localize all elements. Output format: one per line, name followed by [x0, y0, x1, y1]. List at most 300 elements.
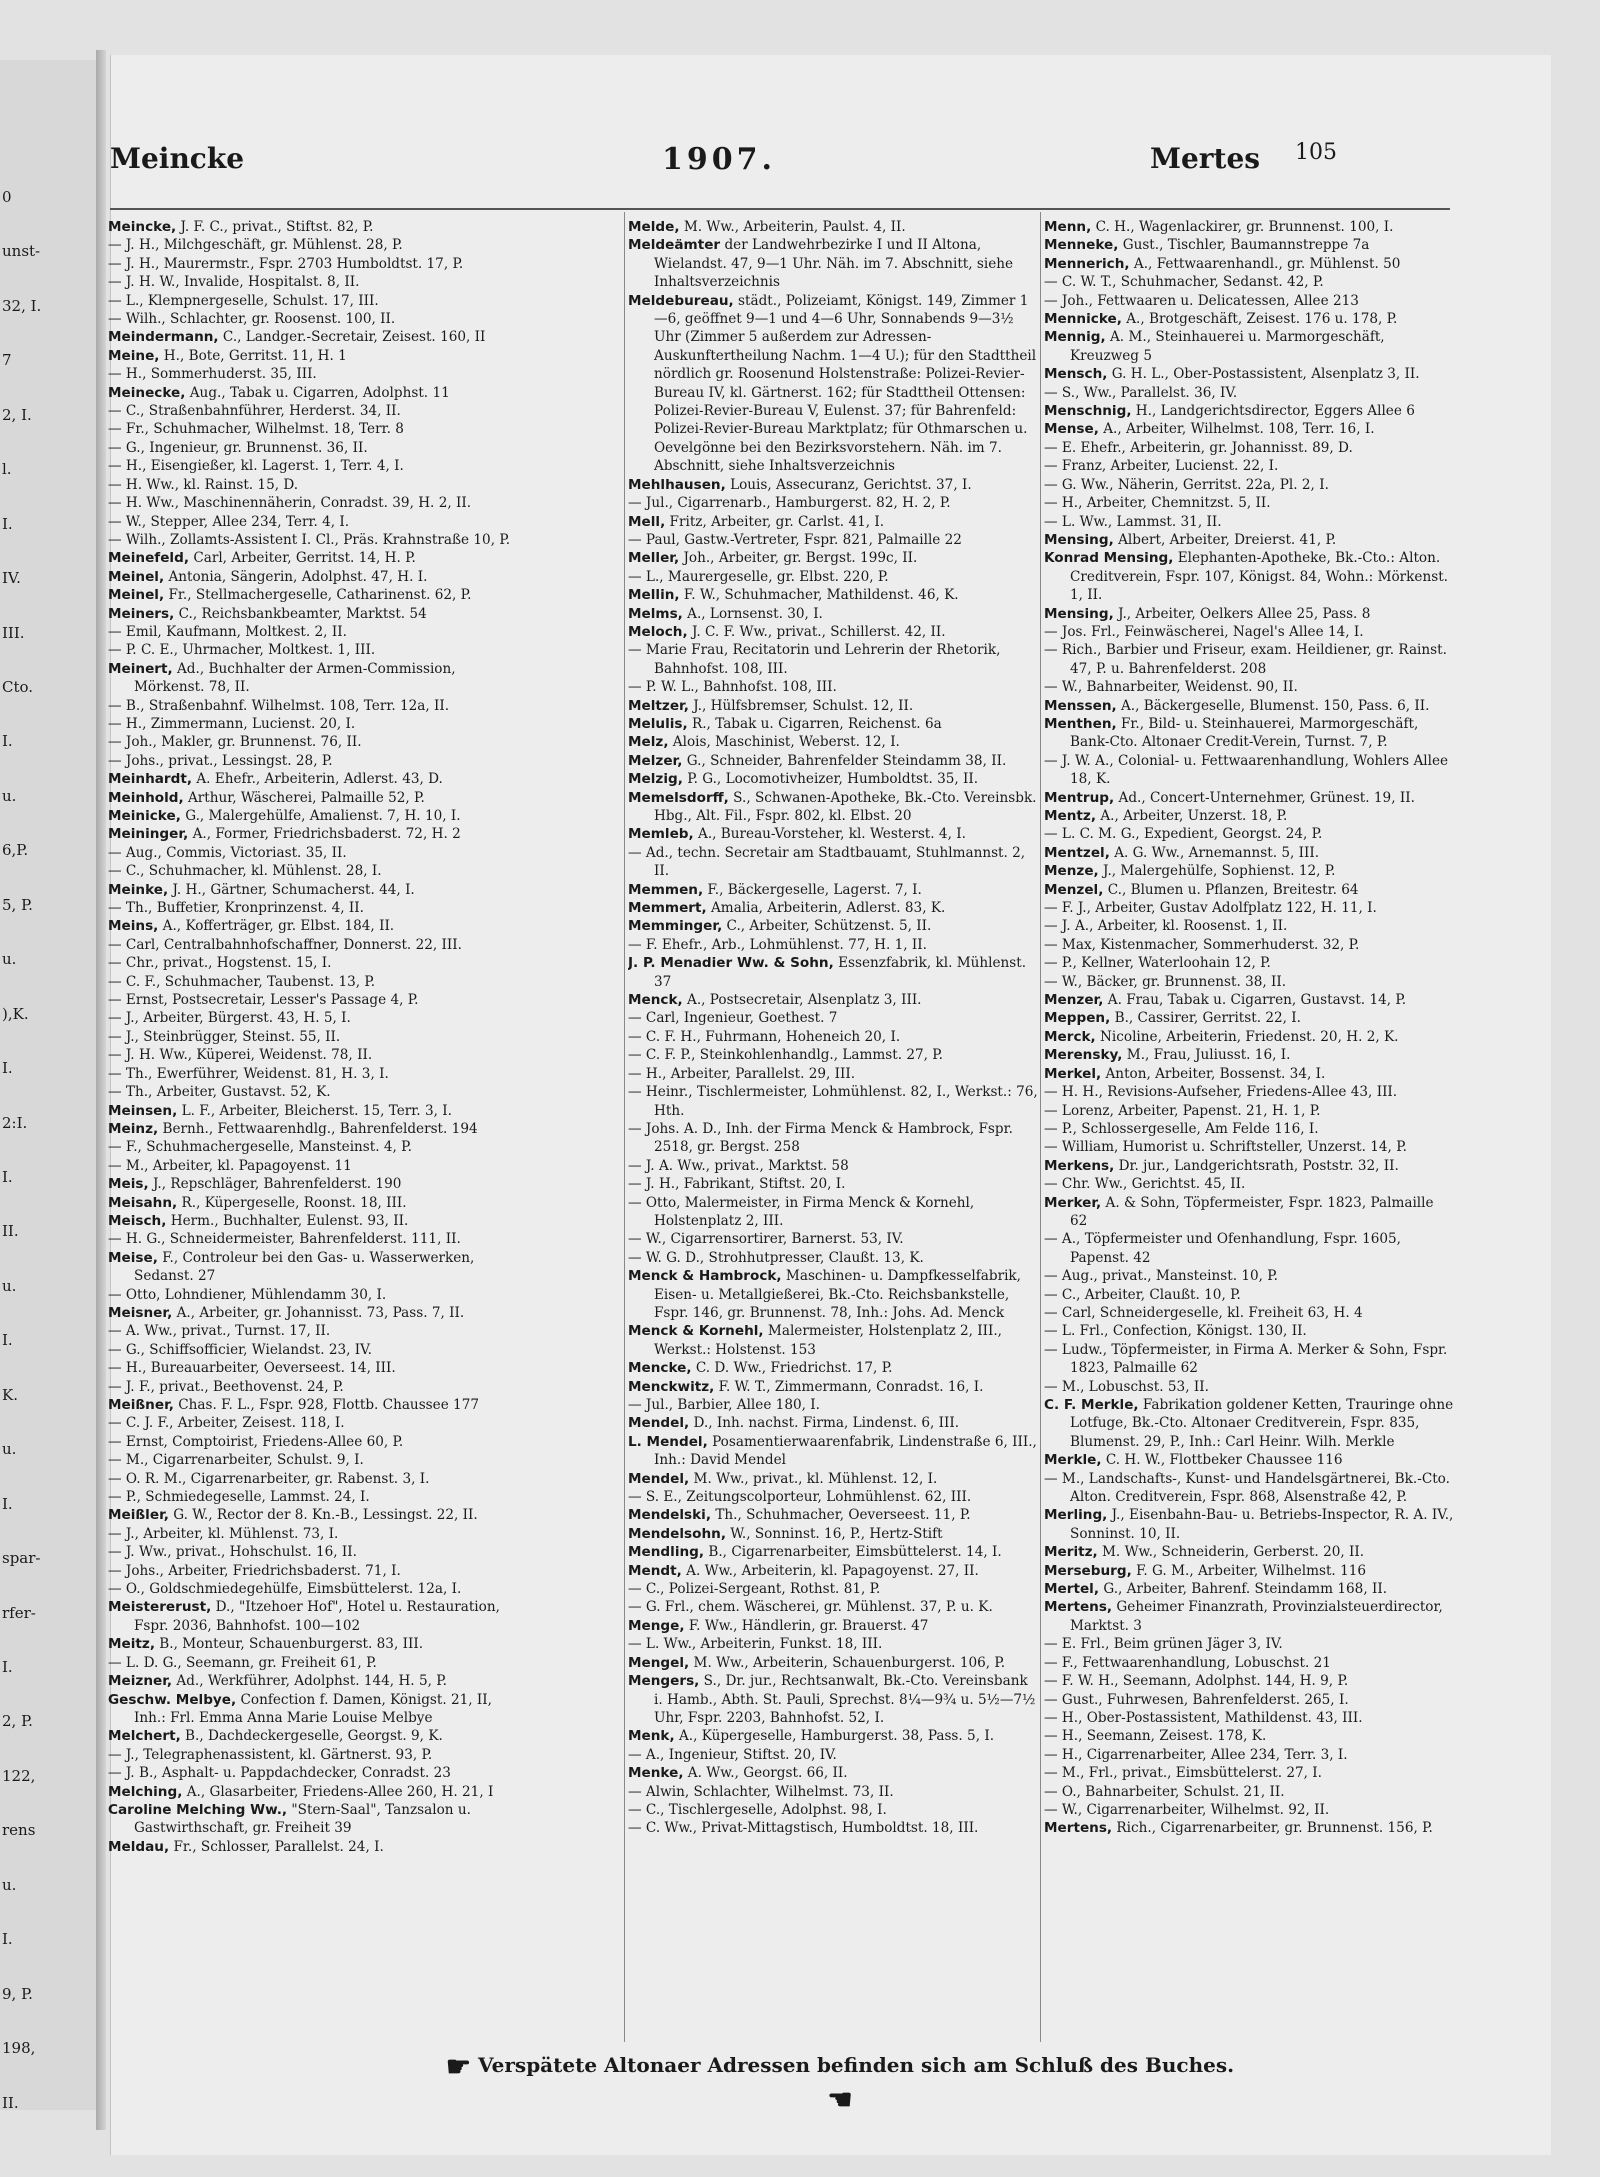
entry-details: J., Hülfsbremser, Schulst. 12, II. [688, 697, 914, 714]
directory-entry [1044, 1102, 1454, 1120]
entry-details: A. Frau, Tabak u. Cigarren, Gustavst. 14, P. [1103, 992, 1407, 1009]
directory-entry [628, 825, 1038, 843]
directory-entry [1044, 439, 1454, 457]
directory-entry [628, 1267, 1038, 1322]
entry-details: — H., Seemann, Zeisest. 178, K. [1044, 1728, 1267, 1745]
entry-details: — C. Ww., Privat-Mittagstisch, Humboldtst. 18, III. [628, 1820, 979, 1837]
entry-details: B., Cigarrenarbeiter, Eimsbüttelerst. 14, I. [704, 1544, 1002, 1561]
column-divider [1040, 212, 1041, 2042]
directory-entry [108, 1138, 518, 1156]
entry-details: — W., Bahnarbeiter, Weidenst. 90, II. [1044, 679, 1298, 696]
entry-details: — Carl, Centralbahnhofschaffner, Donnerst. 22, III. [108, 936, 462, 953]
facing-page-fragment: 6,P. [2, 841, 29, 860]
directory-entry [108, 255, 518, 273]
directory-entry [108, 476, 518, 494]
entry-surname: Mellin, [628, 587, 680, 604]
entry-surname: Meinz, [108, 1120, 159, 1137]
entry-details: städt., Polizeiamt, Königst. 149, Zimmer 1—6, geöffnet 9—1 und 4—6 Uhr, Sonnabends 9—3½ Uhr (Zimmer 5 außerdem zur Adressen-Auskunftertheilung Nachm. 1—4 U.); für den Stadttheil nördlich gr. Roosenund Holstenstraße: Polizei-Revier-Bureau IV, kl. Gärtnerst. 162; für Stadttheil Ottensen: Polizei-Revier-Bureau V, Eulenst. 37; für Bahrenfeld: Polizei-Revier-Bureau Marktplatz; für Othmarschen u. Oevelgönne bei den Bezirksvorstehern. Näh. im 7. Abschnitt, siehe Inhaltsverzeichnis [654, 292, 1037, 475]
entry-details: Malermeister, Holstenplatz 2, III., Werkst.: Holstenst. 153 [654, 1323, 1003, 1358]
directory-entry [108, 218, 518, 236]
directory-entry [108, 1470, 518, 1488]
directory-entry [628, 697, 1038, 715]
entry-surname: Merkel, [1044, 1065, 1102, 1082]
entry-surname: Mennicke, [1044, 311, 1122, 328]
directory-entry [108, 1580, 518, 1598]
directory-entry [1044, 1783, 1454, 1801]
entry-details: B., Monteur, Schauenburgerst. 83, III. [154, 1636, 424, 1653]
entry-surname: Meinicke, [108, 808, 181, 824]
directory-entry [628, 1175, 1038, 1193]
entry-surname: Mengel, [628, 1654, 690, 1671]
directory-entry [628, 1009, 1038, 1027]
entry-details: — H., Arbeiter, Parallelst. 29, III. [628, 1065, 856, 1082]
directory-entry [628, 1525, 1038, 1543]
entry-details: — J. H., Maurermstr., Fspr. 2703 Humboldtst. 17, P. [108, 255, 464, 272]
entry-details: G., Schneider, Bahrenfelder Steindamm 38, II. [682, 752, 1007, 769]
entry-details: A. G. Ww., Arnemannst. 5, III. [1109, 844, 1320, 861]
column-divider [624, 212, 625, 2042]
directory-entry [628, 292, 1038, 476]
facing-page-fragment: rens [2, 1821, 36, 1840]
directory-entry [1044, 697, 1454, 715]
entry-details: C. H. W., Flottbeker Chaussee 116 [1101, 1452, 1343, 1469]
entry-surname: Meine, [108, 347, 160, 364]
directory-entry [628, 917, 1038, 935]
entry-surname: Meizner, [108, 1673, 173, 1690]
entry-details: — Otto, Malermeister, in Firma Menck & Kornehl, Holstenplatz 2, III. [628, 1194, 975, 1229]
facing-page-fragment: IV. [2, 569, 21, 588]
directory-entry [1044, 825, 1454, 843]
directory-entry [1044, 1709, 1454, 1727]
directory-entry [628, 641, 1038, 678]
entry-details: R., Küpergeselle, Roonst. 18, III. [177, 1194, 407, 1211]
entry-surname: Meller, [628, 550, 680, 567]
entry-details: Ad., Werkführer, Adolphst. 144, H. 5, P. [172, 1673, 447, 1690]
entry-surname: Mertel, [1044, 1581, 1099, 1598]
entry-details: Fr., Stellmachergeselle, Catharinenst. 62, P. [164, 587, 472, 604]
directory-entry [1044, 1341, 1454, 1378]
directory-entry [108, 1783, 518, 1801]
directory-entry [108, 586, 518, 604]
directory-entry [1044, 1451, 1454, 1469]
entry-details: J., Malergehülfe, Sophienst. 12, P. [1098, 863, 1336, 880]
entry-details: — M., Cigarrenarbeiter, Schulst. 9, I. [108, 1452, 364, 1469]
entry-surname: J. P. Menadier Ww. & Sohn, [628, 955, 834, 972]
entry-surname: Memmen, [628, 881, 704, 898]
entry-details: Amalia, Arbeiterin, Adlerst. 83, K. [706, 900, 946, 917]
directory-entry [108, 881, 518, 899]
directory-entry [1044, 513, 1454, 531]
directory-entry [628, 1046, 1038, 1064]
entry-surname: Meisner, [108, 1304, 173, 1321]
entry-surname: Mensing, [1044, 605, 1114, 622]
directory-entry [628, 936, 1038, 954]
entry-details: Fr., Schlosser, Parallelst. 24, I. [169, 1838, 384, 1855]
directory-entry [108, 1157, 518, 1175]
directory-entry [1044, 531, 1454, 549]
directory-entry [1044, 1746, 1454, 1764]
entry-details: — S., Ww., Parallelst. 36, IV. [1044, 384, 1238, 401]
directory-entry [1044, 1138, 1454, 1156]
entry-details: J., Eisenbahn-Bau- u. Betriebs-Inspector, R. A. IV., Sonninst. 10, II. [1070, 1507, 1454, 1542]
facing-page-fragment: 7 [2, 351, 12, 370]
directory-entry [1044, 273, 1454, 291]
entry-details: A., Lornsenst. 30, I. [682, 605, 823, 622]
directory-entry [108, 789, 518, 807]
entry-details: R., Tabak u. Cigarren, Reichenst. 6a [687, 715, 942, 732]
directory-entry [1044, 1506, 1454, 1543]
entry-details: — E. Frl., Beim grünen Jäger 3, IV. [1044, 1636, 1283, 1653]
entry-details: — L. D. G., Seemann, gr. Freiheit 61, P. [108, 1654, 377, 1671]
entry-surname: Meis, [108, 1176, 149, 1193]
entry-details: — Johs., Arbeiter, Friedrichsbaderst. 71, I. [108, 1562, 401, 1579]
entry-details: — Chr. Ww., Gerichtst. 45, II. [1044, 1176, 1246, 1193]
entry-details: — J. F., privat., Beethovenst. 24, P. [108, 1378, 344, 1395]
entry-details: — H., Sommerhuderst. 35, III. [108, 366, 317, 383]
entry-details: — Jos. Frl., Feinwäscherei, Nagel's Allee 14, I. [1044, 623, 1364, 640]
entry-details: Th., Schuhmacher, Oeverseest. 11, P. [711, 1507, 971, 1524]
entry-details: F. Ww., Händlerin, gr. Brauerst. 47 [684, 1617, 929, 1634]
entry-details: — P., Schlossergeselle, Am Felde 116, I. [1044, 1120, 1319, 1137]
entry-details: — Aug., Commis, Victoriast. 35, II. [108, 844, 347, 861]
directory-entry [628, 218, 1038, 236]
entry-surname: Meinsen, [108, 1102, 178, 1119]
directory-entry [108, 1304, 518, 1322]
entry-details: — C., Tischlergeselle, Adolphst. 98, I. [628, 1801, 887, 1818]
entry-surname: Mensch, [1044, 366, 1108, 383]
entry-details: C., Reichsbankbeamter, Marktst. 54 [174, 605, 427, 622]
entry-surname: Meppen, [1044, 1010, 1111, 1027]
directory-entry [108, 825, 518, 843]
directory-entry [108, 807, 518, 825]
entry-surname: Melching, [108, 1783, 183, 1800]
entry-details: — William, Humorist u. Schriftsteller, Unzerst. 14, P. [1044, 1139, 1407, 1156]
facing-page-fragment: 2, P. [2, 1712, 33, 1731]
directory-entry [628, 1065, 1038, 1083]
entry-surname: Meiners, [108, 605, 175, 622]
entry-details: — H., Bureauarbeiter, Oeverseest. 14, III. [108, 1360, 396, 1377]
directory-entry [628, 1249, 1038, 1267]
directory-entry [1044, 457, 1454, 475]
directory-entry [108, 733, 518, 751]
entry-details: A., Fettwaarenhandl., gr. Mühlenst. 50 [1129, 255, 1401, 272]
entry-details: — O., Bahnarbeiter, Schulst. 21, II. [1044, 1783, 1285, 1800]
entry-surname: Meinecke, [108, 384, 186, 401]
entry-surname: Menk, [628, 1728, 675, 1745]
directory-entry [628, 1819, 1038, 1837]
directory-entry [1044, 715, 1454, 752]
directory-entry [108, 1322, 518, 1340]
entry-details: — L. Ww., Lammst. 31, II. [1044, 513, 1222, 530]
directory-entry [108, 715, 518, 733]
directory-entry [628, 954, 1038, 991]
entry-details: Aug., Tabak u. Cigarren, Adolphst. 11 [185, 384, 450, 401]
directory-entry [1044, 936, 1454, 954]
facing-page-fragment: l. [2, 460, 12, 479]
entry-surname: Menzel, [1044, 881, 1104, 898]
column-2 [628, 218, 1038, 1838]
entry-details: A. Ww., Arbeiterin, kl. Papagoyenst. 27, II. [681, 1562, 979, 1579]
entry-surname: Mendel, [628, 1470, 690, 1487]
entry-details: — O. R. M., Cigarrenarbeiter, gr. Rabenst. 3, I. [108, 1470, 430, 1487]
entry-details: A. Ehefr., Arbeiterin, Adlerst. 43, D. [192, 771, 443, 788]
entry-details: — Wilh., Zollamts-Assistent I. Cl., Präs. Krahnstraße 10, P. [108, 531, 511, 548]
entry-details: — F. J., Arbeiter, Gustav Adolfplatz 122, H. 11, I. [1044, 900, 1377, 917]
entry-details: Essenzfabrik, kl. Mühlenst. 37 [654, 955, 1027, 990]
entry-details: Fabrikation goldener Ketten, Trauringe ohne Lotfuge, Bk.-Cto. Altonaer Creditverein, Fspr. 835, Blumenst. 29, P., Inh.: Carl Heinr. Wilh. Merkle [1070, 1397, 1454, 1450]
entry-details: J., Repschläger, Bahrenfelderst. 190 [148, 1176, 402, 1193]
entry-surname: Mertens, [1044, 1820, 1113, 1837]
entry-surname: Mensing, [1044, 531, 1114, 548]
directory-entry [1044, 1801, 1454, 1819]
facing-page-fragment: 2, I. [2, 405, 32, 424]
entry-surname: Meinefeld, [108, 550, 189, 567]
directory-entry [108, 402, 518, 420]
entry-details: — J., Arbeiter, Bürgerst. 43, H. 5, I. [108, 1010, 351, 1027]
entry-surname: Melde, [628, 219, 680, 235]
entry-details: Herm., Buchhalter, Eulenst. 93, II. [166, 1212, 409, 1229]
directory-entry [1044, 549, 1454, 604]
entry-details: — A., Töpfermeister und Ofenhandlung, Fspr. 1605, Papenst. 42 [1044, 1231, 1401, 1266]
entry-details: Carl, Arbeiter, Gerritst. 14, H. P. [189, 550, 416, 567]
entry-surname: Mengers, [628, 1673, 700, 1690]
entry-details: B., Cassirer, Gerritst. 22, I. [1110, 1010, 1301, 1027]
entry-details: P. G., Locomotivheizer, Humboldtst. 35, II. [682, 771, 979, 788]
directory-entry [628, 605, 1038, 623]
entry-details: — Fr., Schuhmacher, Wilhelmst. 18, Terr. 8 [108, 421, 404, 438]
entry-details: — H., Eisengießer, kl. Lagerst. 1, Terr. 4, I. [108, 458, 404, 475]
entry-details: — L., Maurergeselle, gr. Elbst. 220, P. [628, 568, 889, 585]
entry-details: — L. C. M. G., Expedient, Georgst. 24, P. [1044, 826, 1323, 843]
page-header [110, 142, 1460, 212]
directory-entry [1044, 310, 1454, 328]
directory-entry [1044, 1580, 1454, 1598]
directory-entry [108, 1691, 518, 1728]
entry-surname: Meldebureau, [628, 292, 734, 309]
facing-page-fragment: K. [2, 1385, 18, 1404]
directory-entry [628, 899, 1038, 917]
entry-surname: Mense, [1044, 421, 1099, 438]
entry-details: — C. F. P., Steinkohlenhandlg., Lammst. 27, P. [628, 1047, 944, 1064]
entry-surname: Meisahn, [108, 1194, 178, 1211]
entry-surname: Mennig, [1044, 329, 1106, 346]
directory-entry [628, 1157, 1038, 1175]
entry-details: — Marie Frau, Recitatorin und Lehrerin der Rhetorik, Bahnhofst. 108, III. [628, 642, 1001, 677]
entry-surname: Menssen, [1044, 697, 1117, 714]
entry-surname: Memminger, [628, 918, 723, 935]
entry-details: — Jul., Cigarrenarb., Hamburgerst. 82, H. 2, P. [628, 495, 951, 512]
directory-entry [1044, 1046, 1454, 1064]
column-1 [108, 218, 518, 1856]
facing-page-fragment: I. [2, 1331, 13, 1350]
directory-entry [628, 1378, 1038, 1396]
entry-details: Ad., Buchhalter der Armen-Commission, Mörkenst. 78, II. [134, 660, 456, 696]
directory-entry [108, 1046, 518, 1064]
directory-entry [1044, 1672, 1454, 1690]
entry-surname: Memelsdorff, [628, 789, 729, 806]
directory-entry [1044, 1378, 1454, 1396]
entry-details: F. W., Schuhmacher, Mathildenst. 46, K. [679, 587, 959, 604]
entry-details: — P., Kellner, Waterloohain 12, P. [1044, 955, 1271, 972]
directory-entry [628, 1672, 1038, 1727]
entry-details: W., Sonninst. 16, P., Hertz-Stift [725, 1525, 943, 1542]
entry-details: G. W., Rector der 8. Kn.-B., Lessingst. 22, II. [168, 1507, 478, 1524]
directory-entry [108, 1028, 518, 1046]
entry-surname: Menzer, [1044, 992, 1104, 1009]
directory-entry [1044, 1083, 1454, 1101]
entry-surname: Meinert, [108, 660, 173, 677]
directory-entry [1044, 236, 1454, 254]
directory-entry [628, 586, 1038, 604]
entry-details: — Lorenz, Arbeiter, Papenst. 21, H. 1, P. [1044, 1102, 1321, 1119]
directory-entry [628, 1764, 1038, 1782]
entry-details: F., Controleur bei den Gas- u. Wasserwerken, Sedanst. 27 [134, 1249, 475, 1285]
directory-entry [1044, 1691, 1454, 1709]
entry-surname: Meinke, [108, 881, 169, 898]
entry-surname: Menthen, [1044, 715, 1117, 732]
directory-entry [1044, 862, 1454, 880]
directory-entry [1044, 1598, 1454, 1635]
entry-details: Joh., Arbeiter, gr. Bergst. 199c, II. [679, 550, 918, 567]
entry-details: G. H. L., Ober-Postassistent, Alsenplatz 3, II. [1107, 366, 1420, 383]
directory-entry [108, 1764, 518, 1782]
entry-details: F. G. M., Arbeiter, Wilhelmst. 116 [1131, 1562, 1367, 1579]
directory-entry [108, 494, 518, 512]
entry-details: — L. Ww., Arbeiterin, Funkst. 18, III. [628, 1636, 883, 1653]
directory-entry [1044, 1654, 1454, 1672]
entry-details: C. H., Wagenlackirer, gr. Brunnenst. 100, I. [1091, 219, 1394, 235]
facing-page-fragment: u. [2, 786, 17, 805]
directory-entry [108, 1727, 518, 1745]
entry-details: — G. Ww., Näherin, Gerritst. 22a, Pl. 2, I. [1044, 476, 1329, 493]
entry-surname: Memmert, [628, 900, 707, 917]
entry-details: M. Ww., Schneiderin, Gerberst. 20, II. [1097, 1544, 1365, 1561]
directory-entry [628, 991, 1038, 1009]
entry-details: — E. Ehefr., Arbeiterin, gr. Johannisst. 89, D. [1044, 439, 1353, 456]
entry-details: — H., Zimmermann, Lucienst. 20, I. [108, 715, 356, 732]
directory-entry [108, 1414, 518, 1432]
facing-page-fragment: II. [2, 2093, 19, 2110]
entry-details: C., Landger.-Secretair, Zeisest. 160, II [218, 329, 486, 346]
directory-entry [108, 457, 518, 475]
directory-entry [1044, 1764, 1454, 1782]
entry-details: — M., Arbeiter, kl. Papagoyenst. 11 [108, 1157, 352, 1174]
directory-entry [1044, 1267, 1454, 1285]
entry-details: J. H., Gärtner, Schumacherst. 44, I. [168, 881, 415, 898]
directory-entry [1044, 881, 1454, 899]
directory-entry [1044, 917, 1454, 935]
facing-page-fragment: I. [2, 1494, 13, 1513]
entry-surname: Mencke, [628, 1360, 692, 1377]
directory-entry [108, 862, 518, 880]
entry-surname: Melms, [628, 605, 683, 622]
directory-entry [108, 1378, 518, 1396]
directory-entry [108, 936, 518, 954]
entry-details: — S. E., Zeitungscolporteur, Lohmühlenst. 62, III. [628, 1489, 972, 1506]
entry-details: — J. W. A., Colonial- u. Fettwaarenhandlung, Wohlers Allee 18, K. [1044, 752, 1449, 788]
directory-entry [1044, 365, 1454, 383]
directory-entry [108, 954, 518, 972]
entry-details: Arthur, Wäscherei, Palmaille 52, P. [183, 789, 425, 806]
directory-entry [108, 844, 518, 862]
directory-entry [628, 1359, 1038, 1377]
directory-entry [1044, 1819, 1454, 1837]
directory-entry [108, 1341, 518, 1359]
directory-entry [628, 1120, 1038, 1157]
entry-details: Gust., Tischler, Baumannstreppe 7a [1118, 237, 1370, 254]
facing-page-fragment: I. [2, 1059, 13, 1078]
entry-details: — J. A., Arbeiter, kl. Roosenst. 1, II. [1044, 918, 1288, 935]
facing-page-fragment: Cto. [2, 678, 34, 696]
directory-entry [108, 1838, 518, 1856]
facing-page-fragment: 2:I. [2, 1113, 28, 1132]
entry-surname: Meinhardt, [108, 771, 193, 788]
entry-details: — F., Fettwaarenhandlung, Lobuschst. 21 [1044, 1654, 1331, 1671]
directory-entry [628, 1230, 1038, 1248]
facing-page-fragment: u. [2, 1276, 17, 1295]
entry-details: Elephanten-Apotheke, Bk.-Cto.: Alton. Creditverein, Fspr. 107, Königst. 84, Wohn.: Mörkenst. 1, II. [1070, 550, 1448, 604]
entry-details: A., Bureau-Vorsteher, kl. Westerst. 4, I. [693, 826, 966, 843]
entry-details: — B., Straßenbahnf. Wilhelmst. 108, Terr. 12a, II. [108, 697, 450, 714]
entry-details: Dr. jur., Landgerichtsrath, Poststr. 32, II. [1114, 1157, 1399, 1174]
entry-details: Antonia, Sängerin, Adolphst. 47, H. I. [164, 568, 428, 585]
directory-entry [1044, 1175, 1454, 1193]
entry-details: — Ernst, Postsecretair, Lesser's Passage 4, P. [108, 992, 419, 1009]
directory-entry [628, 1396, 1038, 1414]
entry-details: — F. W. H., Seemann, Adolphst. 144, H. 9, P. [1044, 1673, 1349, 1690]
entry-details: — L. Frl., Confection, Königst. 130, II. [1044, 1323, 1307, 1340]
entry-details: Albert, Arbeiter, Dreierst. 41, P. [1113, 531, 1337, 548]
directory-entry [628, 549, 1038, 567]
directory-entry [628, 476, 1038, 494]
directory-entry [108, 1194, 518, 1212]
directory-entry [108, 292, 518, 310]
entry-surname: Menke, [628, 1765, 684, 1782]
entry-surname: Mell, [628, 513, 666, 530]
facing-page-fragment: I. [2, 1168, 13, 1186]
entry-surname: Mennerich, [1044, 255, 1130, 272]
directory-entry [628, 1746, 1038, 1764]
directory-entry [1044, 807, 1454, 825]
directory-entry [108, 328, 518, 346]
entry-details: — Th., Ewerführer, Weidenst. 81, H. 3, I. [108, 1065, 389, 1082]
entry-details: — W., Cigarrenarbeiter, Wilhelmst. 92, II. [1044, 1801, 1330, 1818]
entry-surname: Meinel, [108, 568, 165, 585]
entry-details: — Emil, Kaufmann, Moltkest. 2, II. [108, 623, 347, 640]
entry-details: J., Arbeiter, Oelkers Allee 25, Pass. 8 [1113, 605, 1371, 622]
entry-details: A., Postsecretair, Alsenplatz 3, III. [682, 992, 922, 1009]
entry-surname: Meincke, [108, 219, 177, 235]
directory-entry [108, 1451, 518, 1469]
directory-entry [1044, 1157, 1454, 1175]
entry-surname: Mendling, [628, 1544, 705, 1561]
entry-details: — H. Ww., Maschinennäherin, Conradst. 39, H. 2, II. [108, 495, 472, 512]
entry-details: — Rich., Barbier und Friseur, exam. Heildiener, gr. Rainst. 47, P. u. Bahrenfelderst. 208 [1044, 642, 1447, 677]
entry-details: — J. B., Asphalt- u. Pappdachdecker, Conradst. 23 [108, 1765, 451, 1782]
entry-details: M. Ww., privat., kl. Mühlenst. 12, I. [689, 1470, 938, 1487]
directory-entry [108, 1175, 518, 1193]
entry-surname: Memleb, [628, 826, 694, 843]
directory-entry [1044, 1304, 1454, 1322]
directory-entry [628, 1635, 1038, 1653]
entry-details: L. F., Arbeiter, Bleicherst. 15, Terr. 3, I. [177, 1102, 452, 1119]
directory-entry [108, 1102, 518, 1120]
entry-surname: Menneke, [1044, 237, 1119, 254]
entry-details: — J., Telegraphenassistent, kl. Gärtnerst. 93, P. [108, 1746, 433, 1763]
footer-note: Verspätete Altonaer Adressen befinden sich am Schluß des Buches. [477, 2053, 1235, 2077]
directory-entry [1044, 1727, 1454, 1745]
directory-entry [1044, 789, 1454, 807]
